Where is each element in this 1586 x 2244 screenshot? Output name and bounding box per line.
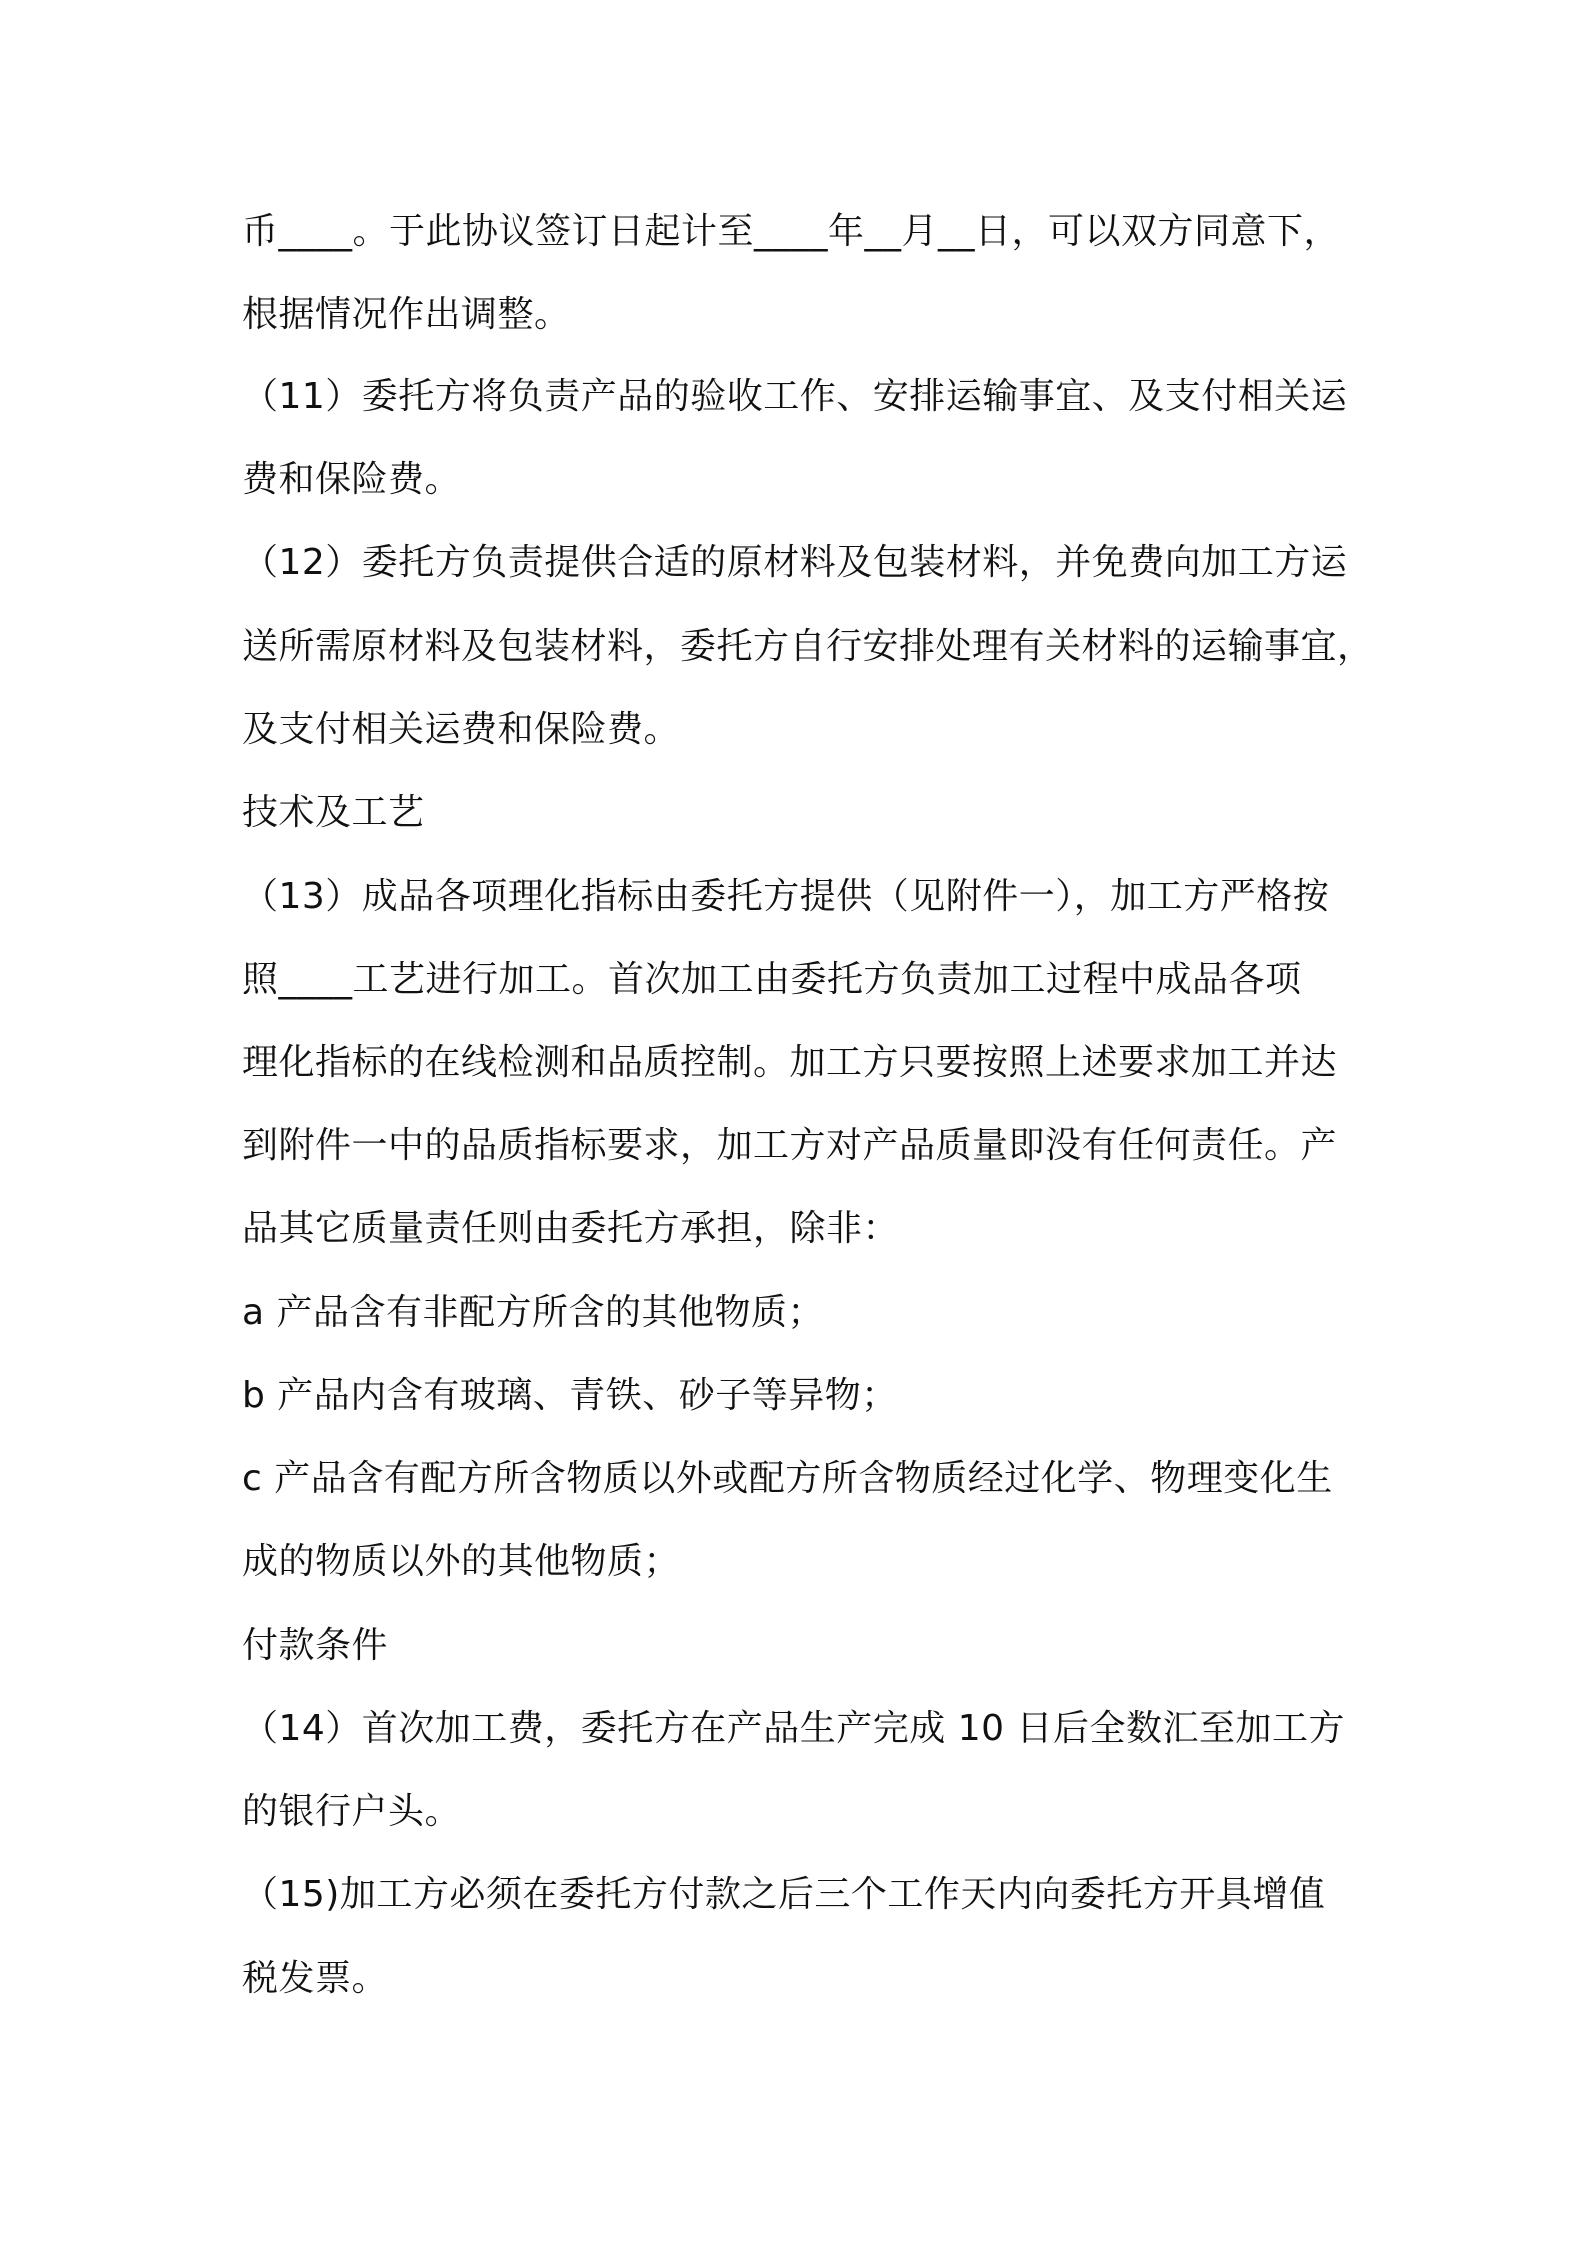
list-item-a: a 产品含有非配方所含的其他物质； bbox=[242, 1292, 825, 1333]
text-line-12: 到附件一中的品质指标要求，加工方对产品质量即没有任何责任。产 bbox=[242, 1125, 1338, 1166]
text-line-10: 照____工艺进行加工。首次加工由委托方负责加工过程中成品各项 bbox=[242, 959, 1302, 1000]
text-line-20: 的银行户头。 bbox=[242, 1791, 462, 1832]
list-item-b: b 产品内含有玻璃、青铁、砂子等异物； bbox=[242, 1375, 898, 1416]
text-line-2: 根据情况作出调整。 bbox=[242, 294, 571, 335]
text-line-13: 品其它质量责任则由委托方承担，除非： bbox=[242, 1208, 900, 1249]
text-line-7: 及支付相关运费和保险费。 bbox=[242, 709, 681, 750]
text-line-4: 费和保险费。 bbox=[242, 459, 462, 500]
section-heading-technique: 技术及工艺 bbox=[242, 792, 425, 833]
text-line-22: 税发票。 bbox=[242, 1958, 389, 1999]
text-line-21: （15)加工方必须在委托方付款之后三个工作天内向委托方开具增值 bbox=[242, 1874, 1326, 1915]
text-line-1: 币____。于此协议签订日起计至____年__月__日，可以双方同意下， bbox=[242, 211, 1341, 252]
text-line-6: 送所需原材料及包装材料，委托方自行安排处理有关材料的运输事宜， bbox=[242, 626, 1374, 667]
list-item-c: c 产品含有配方所含物质以外或配方所含物质经过化学、物理变化生 bbox=[242, 1458, 1333, 1499]
text-line-3: （11）委托方将负责产品的验收工作、安排运输事宜、及支付相关运 bbox=[242, 376, 1348, 417]
text-line-19: （14）首次加工费，委托方在产品生产完成 10 日后全数汇至加工方 bbox=[242, 1708, 1346, 1749]
list-item-c-cont: 成的物质以外的其他物质； bbox=[242, 1541, 681, 1582]
text-line-11: 理化指标的在线检测和品质控制。加工方只要按照上述要求加工并达 bbox=[242, 1042, 1338, 1083]
section-heading-payment: 付款条件 bbox=[242, 1625, 389, 1666]
text-line-9: （13）成品各项理化指标由委托方提供（见附件一），加工方严格按 bbox=[242, 876, 1330, 917]
text-line-5: （12）委托方负责提供合适的原材料及包装材料，并免费向加工方运 bbox=[242, 542, 1348, 583]
